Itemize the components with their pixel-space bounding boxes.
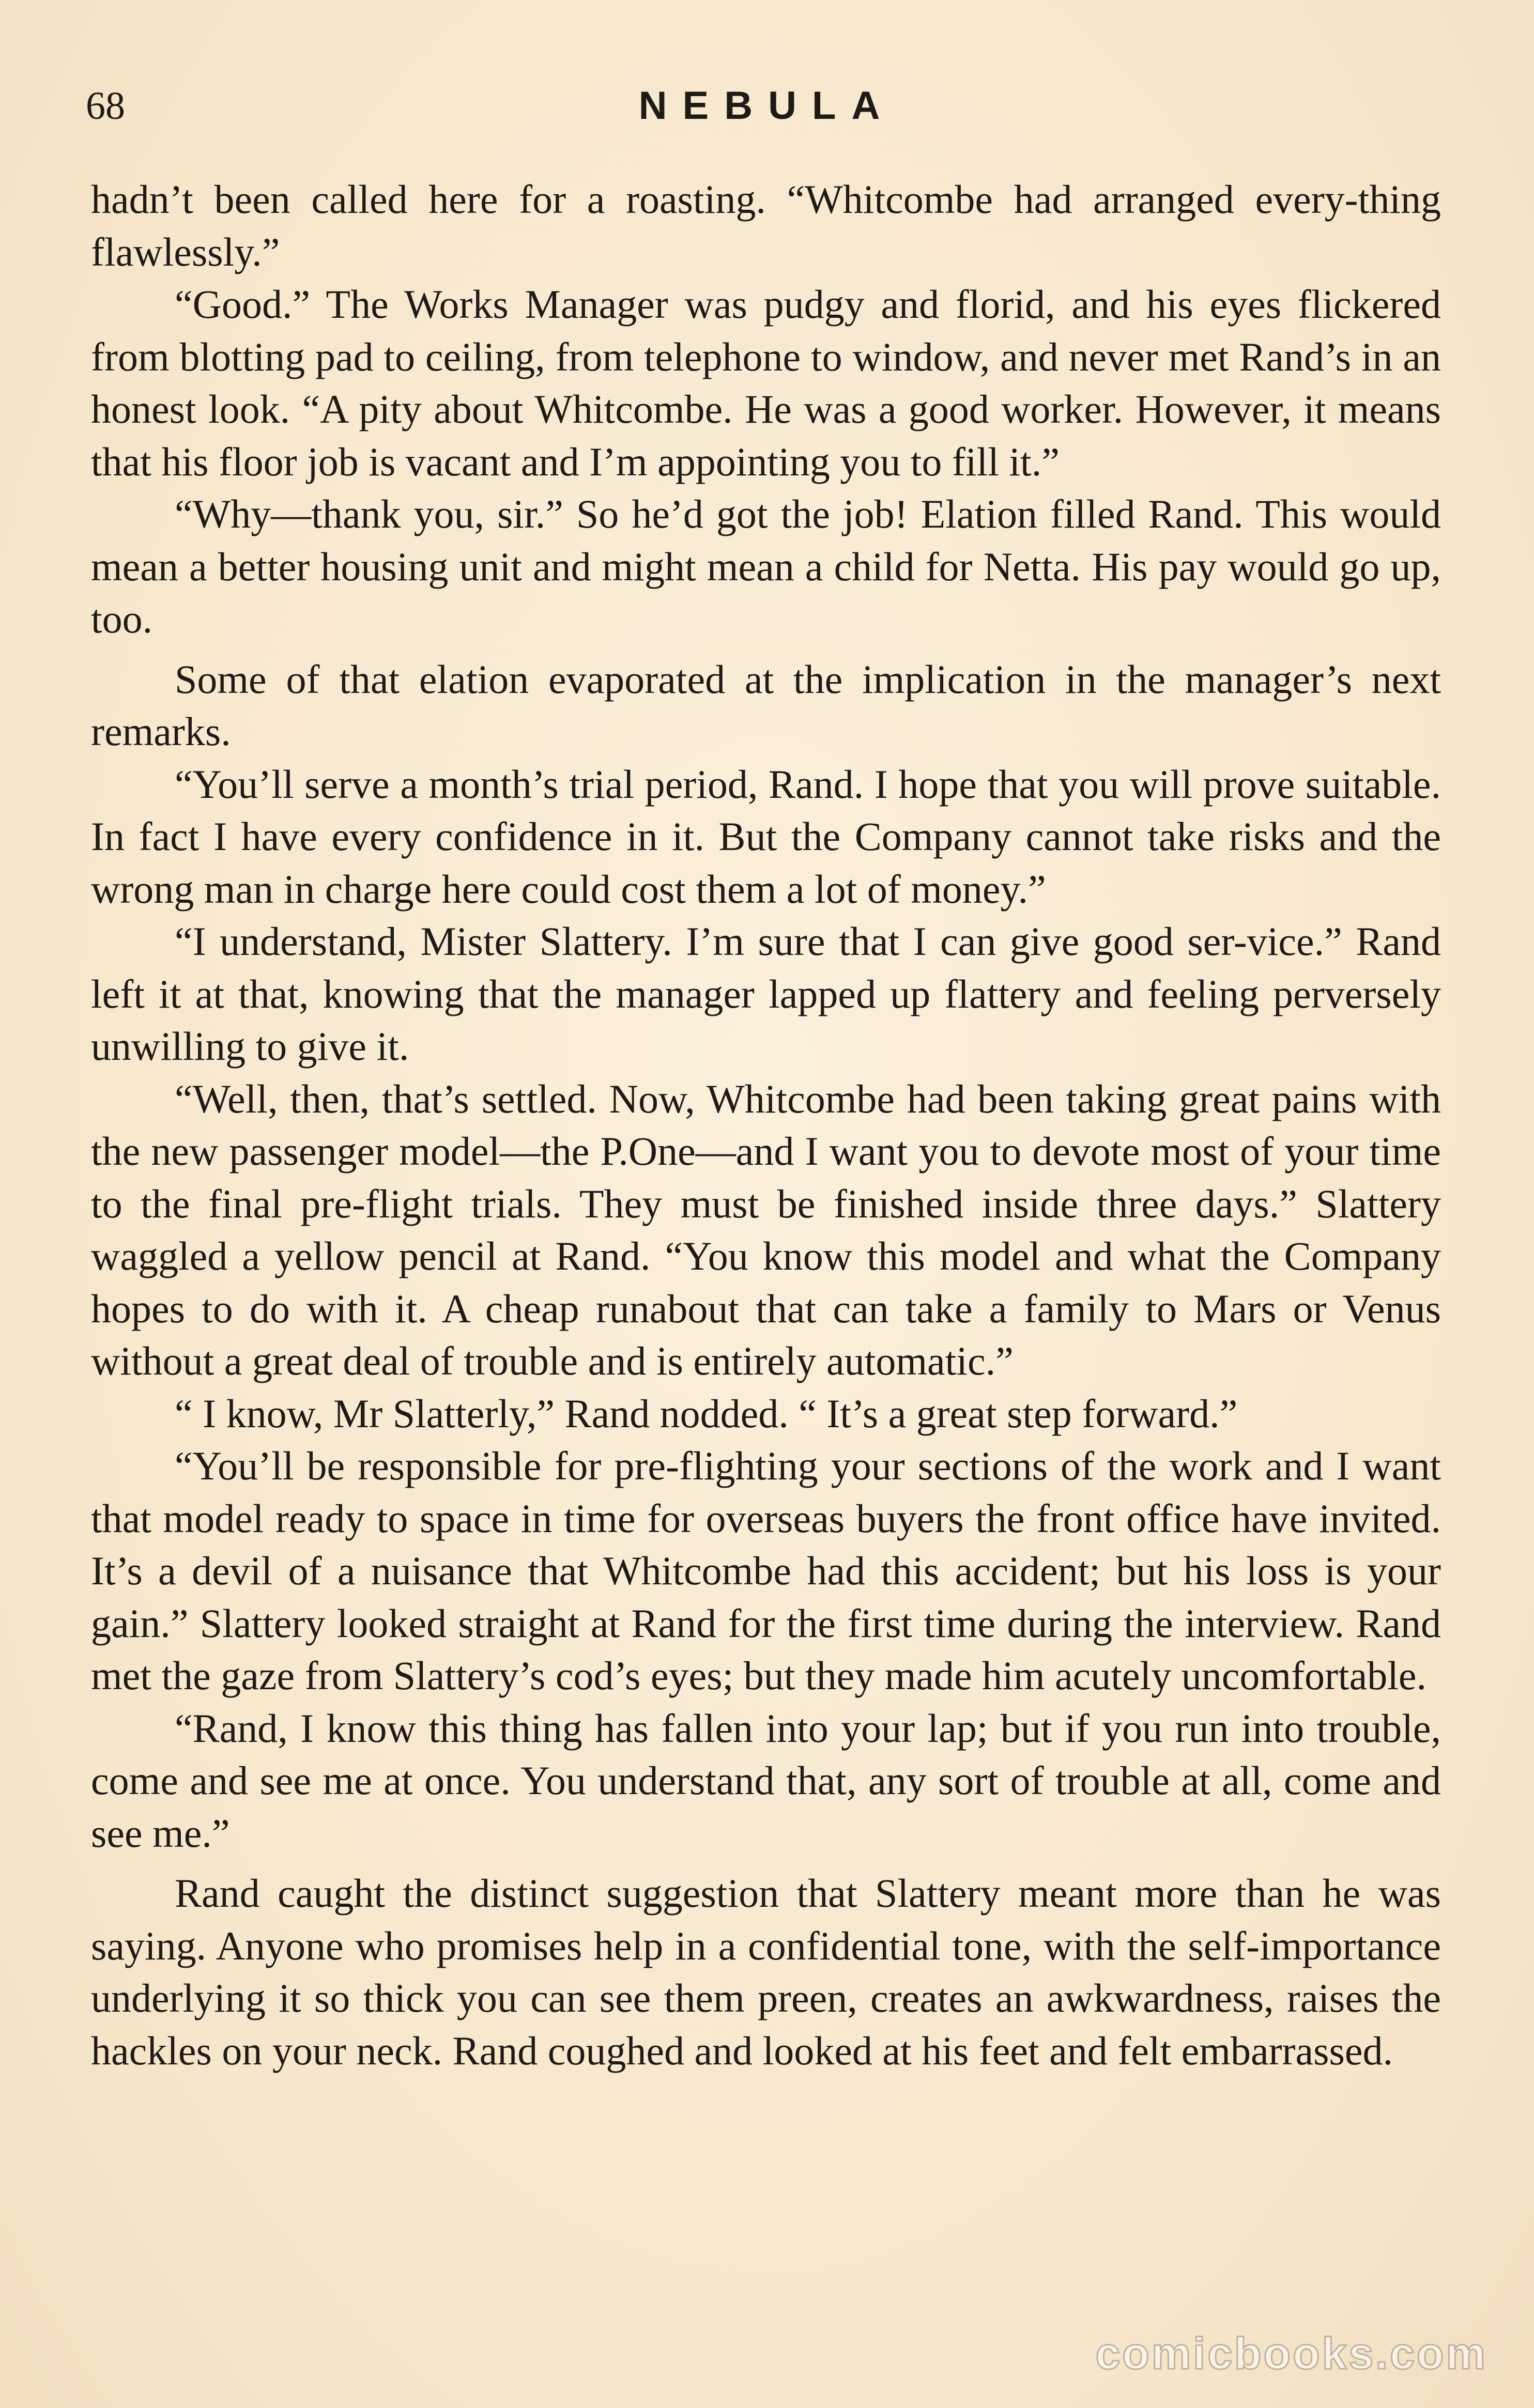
paragraph-7: “Well, then, that’s settled. Now, Whitcombe had been taking great pains with the new passenger model—the P.One—and I want you to devote most of your time to the final pre-flight trials. They must be finished inside three days.” Slattery waggled a yellow pencil at Rand. “You know this model and what the Company hopes to do with it. A cheap runabout that can take a family to Mars or Venus without a great deal of trouble and is entirely automatic.” [91,1076,1441,1383]
paragraph-5: “You’ll serve a month’s trial period, Rand. I hope that you will prove suitable. In fact I have every confidence in it. But the Company cannot take risks and the wrong man in charge here could cost them a lot of money.” [91,761,1441,912]
paragraph-3: “Why—thank you, sir.” So he’d got the job! Elation filled Rand. This would mean a better housing unit and might mean a child for Netta. His pay would go up, too. [91,491,1441,641]
page-header [0,78,1534,134]
paragraph-11: Rand caught the distinct suggestion that Slattery meant more than he was saying. Anyone who promises help in a confidential tone, with the self-importance underlying it so thick you can see them preen, creates an awkwardness, raises the hackles on your neck. Rand coughed and looked at his feet and felt embarrassed. [91,1871,1441,2073]
running-head: NEBULA [638,84,896,128]
paragraph-9: “You’ll be responsible for pre-flighting your sections of the work and I want that model ready to space in time for overseas buyers the front office have invited. It’s a devil of a nuisance that Whitcombe had this accident; but his loss is your gain.” Slattery looked straight at Rand for the first time during the interview. Rand met the gaze from Slattery’s cod’s eyes; but they made him acutely uncomfortable. [91,1443,1441,1698]
paragraph-1: hadn’t been called here for a roasting. “Whitcombe had arranged every-thing flawlessly.” [91,177,1441,274]
paragraph-10: “Rand, I know this thing has fallen into your lap; but if you run into trouble, come and see me at once. You understand that, any sort of trouble at all, come and see me.” [91,1705,1441,1856]
watermark: comicbooks.com [1095,2329,1487,2379]
paragraph-2: “Good.” The Works Manager was pudgy and florid, and his eyes flickered from blotting pad to ceiling, from telephone to window, and never met Rand’s in an honest look. “A pity about Whitcombe. He was a good worker. However, it means that his floor job is vacant and I’m appointing you to fill it.” [91,282,1441,484]
page-number: 68 [86,84,125,128]
paragraph-4: Some of that elation evaporated at the implication in the manager’s next remarks. [91,656,1441,754]
paragraph-8: “ I know, Mr Slatterly,” Rand nodded. “ It’s a great step forward.” [175,1391,1238,1436]
body-text [91,173,1441,2077]
paragraph-6: “I understand, Mister Slattery. I’m sure that I can give good ser-vice.” Rand left it at that, knowing that the manager lapped up flattery and feeling perversely unwilling to give it. [91,919,1441,1069]
